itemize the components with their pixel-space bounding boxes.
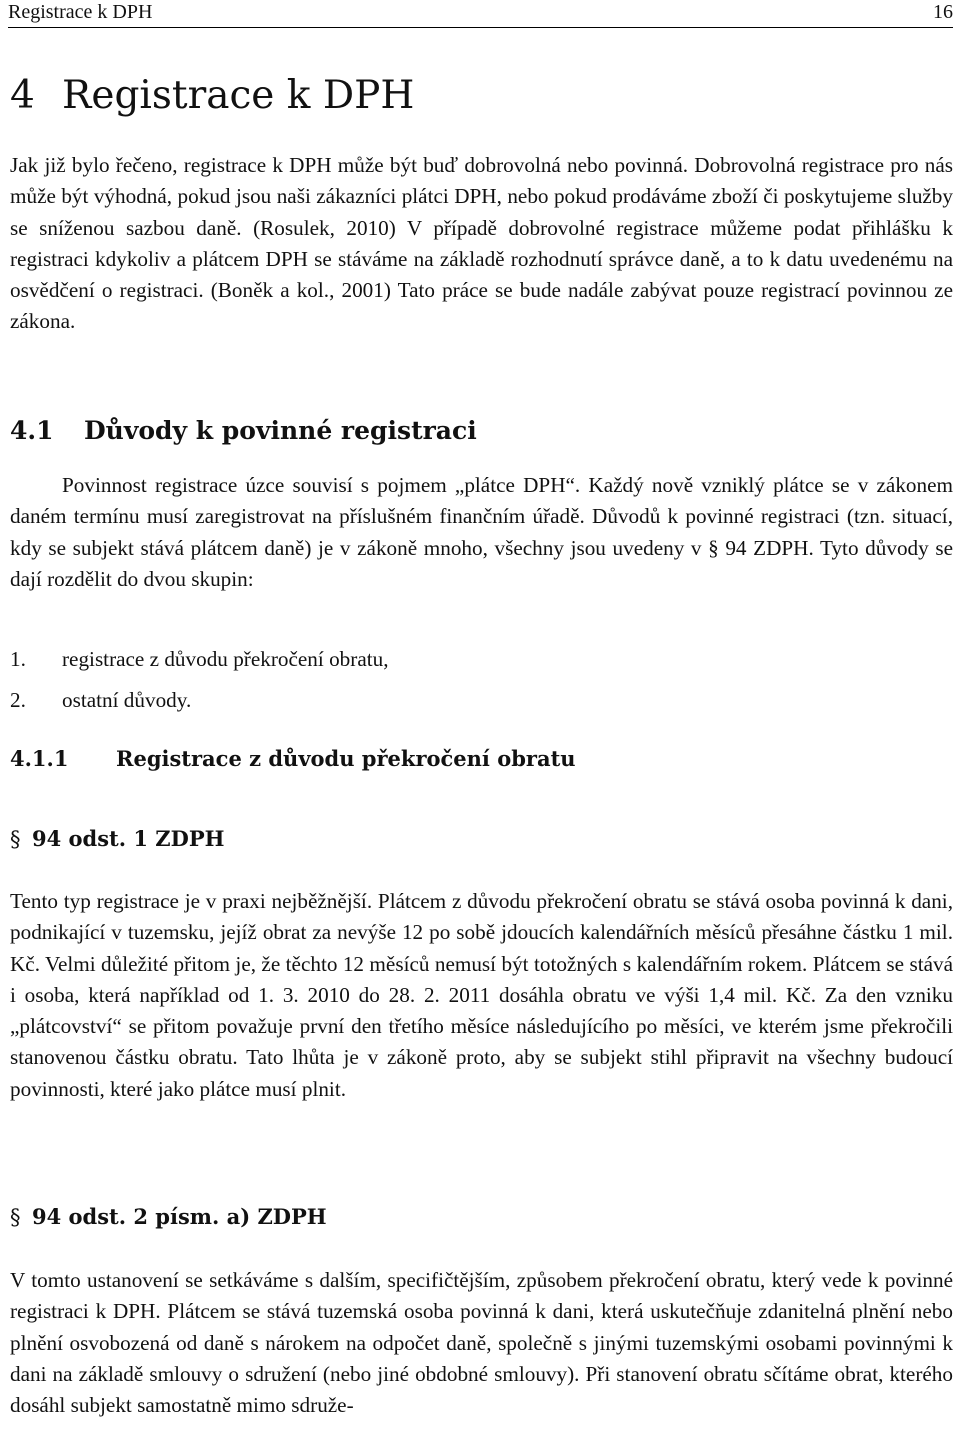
section-4-1-paragraph: Povinnost registrace úzce souvisí s pojmem „plátce DPH“. Každý nově vzniklý plátce se v zákonem daném termínu musí zaregistrovat na příslušném finančním úřadě. Důvodů k povinné registraci (tzn. situací, kdy se subjekt stává plátcem daně) je v zákoně mnoho, všechny jsou uvedeny v § 94 ZDPH. Tyto důvody se dají rozdělit do dvou skupin: bbox=[10, 473, 953, 591]
law-title: 94 odst. 1 ZDPH bbox=[32, 826, 225, 851]
subsection-title: Registrace z důvodu překročení obratu bbox=[116, 746, 576, 771]
section-sign: § bbox=[10, 827, 21, 851]
section-title: Důvody k povinné registraci bbox=[84, 416, 477, 445]
running-header-title: Registrace k DPH bbox=[8, 1, 153, 23]
intro-paragraph: Jak již bylo řečeno, registrace k DPH může být buď dobrovolná nebo povinná. Dobrovolná registrace pro nás může být výhodná, pokud jsou naši zákazníci plátci DPH, nebo pokud prodáváme zboží či poskytujeme služby se sníženou sazbou daně. (Rosulek, 2010) V případě dobrovolné registrace můžeme podat přihlášku k registraci kdykoliv a plátcem DPH se stáváme na základě rozhodnutí správce daně, a to k datu uvedenému na osvědčení o registraci. (Boněk a kol., 2001) Tato práce se bude nadále zabývat pouze registrací povinnou ze zákona. bbox=[10, 153, 953, 334]
law-heading-1 bbox=[10, 824, 224, 854]
chapter-title: Registrace k DPH bbox=[62, 73, 415, 118]
chapter-number: 4 bbox=[10, 73, 35, 118]
list-item-text: registrace z důvodu překročení obratu, bbox=[62, 647, 389, 671]
subsection-heading-4-1-1 bbox=[10, 744, 576, 774]
section-number: 4.1 bbox=[10, 416, 54, 445]
page-number: 16 bbox=[933, 1, 953, 23]
subsection-number: 4.1.1 bbox=[10, 746, 69, 771]
section-heading-4-1 bbox=[10, 414, 477, 448]
list-item-text: ostatní důvody. bbox=[62, 688, 192, 712]
law-heading-2 bbox=[10, 1202, 327, 1232]
law-title: 94 odst. 2 písm. a) ZDPH bbox=[32, 1204, 327, 1229]
section-sign: § bbox=[10, 1205, 21, 1229]
running-header bbox=[8, 0, 953, 28]
law-1-paragraph: Tento typ registrace je v praxi nejběžnější. Plátcem z důvodu překročení obratu se stává osoba povinná k dani, podnikající v tuzemsku, jejíž obrat za nevýše 12 po sobě jdoucích kalendářních měsíců přesáhne částku 1 mil. Kč. Velmi důležité přitom je, že těchto 12 měsíců nemusí být totožných s kalendářním rokem. Plátcem se stává i osoba, která například od 1. 3. 2010 do 28. 2. 2011 dosáhla obratu ve výši 1,4 mil. Kč. Za den vzniku „plátcovství“ se přitom považuje první den třetího měsíce následujícího po měsíci, ve kterém jsme překročili stanovenou částku obratu. Tato lhůta je v zákoně proto, aby se subjekt stihl připravit na všechny budoucí povinnosti, které jako plátce musí plnit. bbox=[10, 889, 953, 1101]
list-item-number: 2. bbox=[10, 688, 26, 712]
list-item-number: 1. bbox=[10, 647, 26, 671]
chapter-heading bbox=[10, 72, 414, 120]
list-item bbox=[10, 645, 389, 686]
list-item bbox=[10, 686, 389, 727]
law-2-paragraph: V tomto ustanovení se setkáváme s dalším, specifičtějším, způsobem překročení obratu, který vede k povinné registraci k DPH. Plátcem se stává tuzemská osoba povinná k dani, která uskutečňuje zdanitelná plnění nebo plnění osvobozená od daně s nárokem na odpočet daně, společně s jinými tuzemskými osobami povinnými k dani na základě smlouvy o sdružení (nebo jiné obdobné smlouvy). Při stanovení obratu sčítáme obrat, kterého dosáhl subjekt samostatně mimo sdruže- bbox=[10, 1268, 953, 1418]
reasons-list bbox=[10, 645, 389, 727]
